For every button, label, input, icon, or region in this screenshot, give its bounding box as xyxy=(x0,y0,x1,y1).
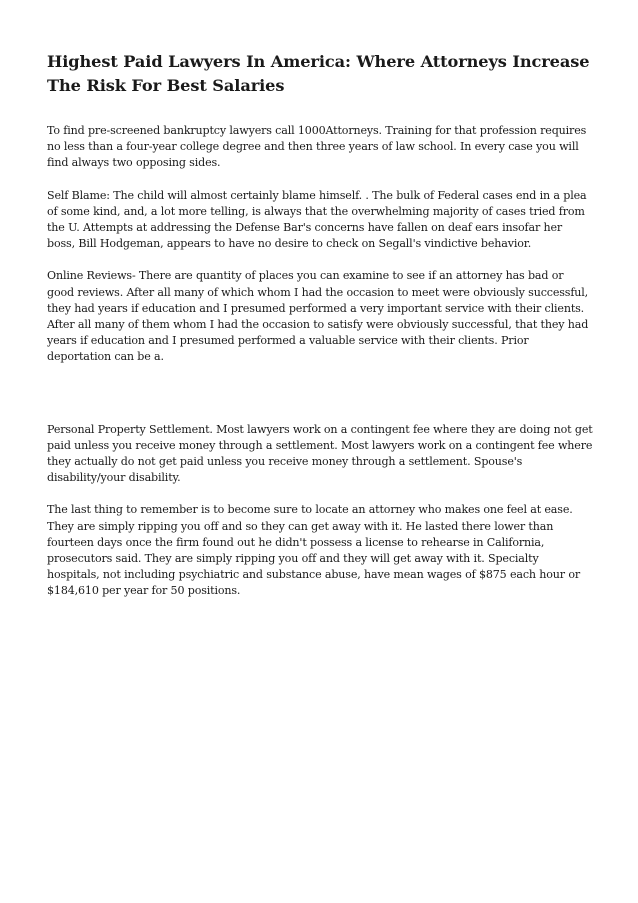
paragraph-4: Personal Property Settlement. Most lawyers work on a contingent fee where they are doing not get paid unless you receive money through a settlement. Most lawyers work on a contingent fee where they actually do not get paid unless you receive money through a settlement. Spouse's disability/your disability. xyxy=(47,422,593,485)
document-page xyxy=(47,50,593,616)
paragraph-2: Self Blame: The child will almost certainly blame himself. . The bulk of Federal cases end in a plea of some kind, and, a lot more telling, is always that the overwhelming majority of cases tried from the U. Attempts at addressing the Defense Bar's concerns have fallen on deaf ears insofar her boss, Bill Hodgeman, appears to have no desire to check on Segall's vindictive behavior. xyxy=(47,188,587,251)
paragraph-3: Online Reviews- There are quantity of places you can examine to see if an attorney has bad or good reviews. After all many of which whom I had the occasion to meet were obviously successful, they had years if education and I presumed performed a very important service with their clients. After all many of them whom I had the occasion to satisfy were obviously successful, that they had years if education and I presumed performed a valuable service with their clients. Prior deportation can be a. xyxy=(47,269,589,364)
blank-gap xyxy=(47,382,593,422)
paragraph-5: The last thing to remember is to become sure to locate an attorney who makes one feel at ease. They are simply ripping you off and so they can get away with it. He lasted there lower than fourteen days once the firm found out he didn't possess a license to rehearse in California, prosecutors said. They are simply ripping you off and they will get away with it. Specialty hospitals, not including psychiatric and substance abuse, have mean wages of $875 each hour or $184,610 per year for 50 positions. xyxy=(47,503,581,598)
paragraph-1: To find pre-screened bankruptcy lawyers call 1000Attorneys. Training for that profession requires no less than a four-year college degree and then three years of law school. In every case you will find always two opposing sides. xyxy=(47,124,587,170)
document-title: Highest Paid Lawyers In America: Where Attorneys Increase The Risk For Best Salaries xyxy=(47,52,590,95)
